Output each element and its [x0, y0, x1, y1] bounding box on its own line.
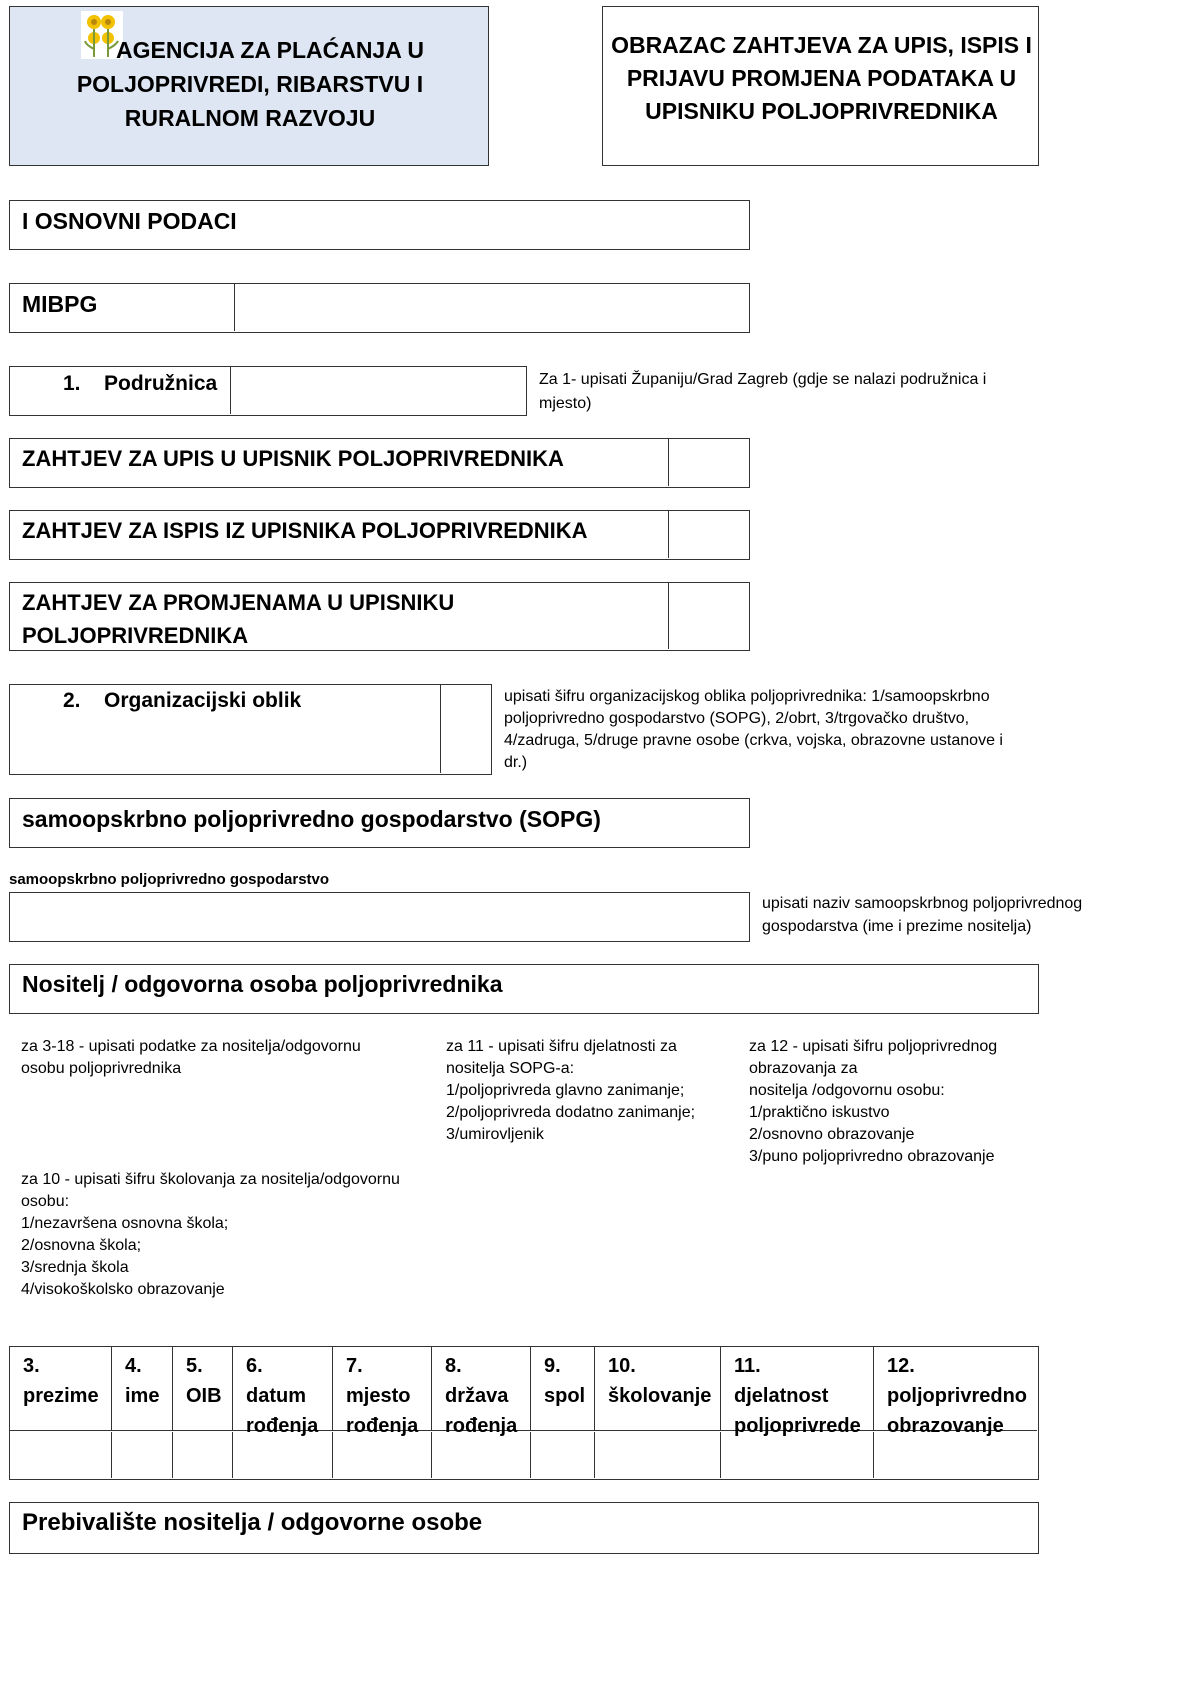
- col-number: 8.: [445, 1355, 462, 1377]
- note-line: nositelja /odgovornu osobu:: [749, 1082, 945, 1099]
- note-line: mjesto): [539, 395, 592, 412]
- holder-note-10: [21, 1169, 441, 1301]
- branch-number: 1.: [63, 372, 81, 395]
- note-line: 1/praktično iskustvo: [749, 1104, 890, 1121]
- col-number: 7.: [346, 1355, 363, 1377]
- sopg-field-label: samoopskrbno poljoprivredno gospodarstvo: [9, 871, 330, 888]
- col-number: 6.: [246, 1355, 263, 1377]
- sopg-name-input[interactable]: [9, 892, 750, 942]
- mibpg-row: [9, 283, 750, 333]
- org-form-label: Organizacijski oblik: [104, 689, 302, 712]
- col-label: rođenja: [445, 1415, 518, 1437]
- org-form-row: [9, 684, 492, 775]
- col-label: djelatnost: [734, 1385, 829, 1407]
- form-title-line: OBRAZAC ZAHTJEVA ZA UPIS, ISPIS I: [611, 32, 1032, 58]
- col-number: 5.: [186, 1355, 203, 1377]
- col-header-datum-rodjenja: [232, 1347, 332, 1437]
- branch-label: Podružnica: [104, 372, 218, 395]
- input-prezime[interactable]: [10, 1432, 111, 1478]
- branch-input[interactable]: [230, 367, 526, 414]
- note-line: dr.): [504, 754, 528, 771]
- col-label: rođenja: [346, 1415, 419, 1437]
- col-number: 11.: [734, 1355, 761, 1377]
- note-line: za 3-18 - upisati podatke za nositelja/odgovornu: [21, 1038, 361, 1055]
- col-label: rođenja: [246, 1415, 319, 1437]
- branch-note: [539, 368, 1039, 416]
- holder-table: [9, 1346, 1039, 1480]
- residence-title: Prebivalište nositelja / odgovorne osobe: [22, 1509, 483, 1536]
- sopg-section: [9, 798, 750, 848]
- holder-section: [9, 964, 1039, 1014]
- agency-header: [9, 6, 489, 166]
- org-form-input[interactable]: [440, 685, 491, 773]
- holder-note-3-18: [21, 1036, 431, 1080]
- input-obrazovanje[interactable]: [873, 1432, 1037, 1478]
- note-line: osobu:: [21, 1193, 70, 1210]
- note-line: 3/puno poljoprivredno obrazovanje: [749, 1148, 995, 1165]
- note-line: 1/poljoprivreda glavno zanimanje;: [446, 1082, 685, 1099]
- input-mjesto-rodjenja[interactable]: [332, 1432, 431, 1478]
- note-line: 2/osnovno obrazovanje: [749, 1126, 915, 1143]
- request-promjene-label: ZAHTJEV ZA PROMJENAMA U UPISNIKU: [22, 590, 455, 615]
- input-datum-rodjenja[interactable]: [232, 1432, 332, 1478]
- col-label: prezime: [23, 1385, 99, 1407]
- note-line: za 12 - upisati šifru poljoprivrednog: [749, 1038, 998, 1055]
- col-number: 12.: [887, 1355, 915, 1377]
- col-label: spol: [544, 1385, 586, 1407]
- residence-section: [9, 1502, 1039, 1554]
- col-header-drzava-rodjenja: [431, 1347, 530, 1437]
- request-ispis-label: ZAHTJEV ZA ISPIS IZ UPISNIKA POLJOPRIVREDNIKA: [22, 518, 588, 543]
- sopg-title: samoopskrbno poljoprivredno gospodarstvo (SOPG): [22, 806, 601, 832]
- note-line: za 11 - upisati šifru djelatnosti za: [446, 1038, 677, 1055]
- col-label: obrazovanje: [887, 1415, 1004, 1437]
- col-number: 9.: [544, 1355, 561, 1377]
- col-header-ime: [111, 1347, 172, 1431]
- note-line: osobu poljoprivrednika: [21, 1060, 182, 1077]
- input-ime[interactable]: [111, 1432, 172, 1478]
- col-header-mjesto-rodjenja: [332, 1347, 431, 1437]
- col-header-spol: [530, 1347, 594, 1431]
- section-basic-data: [9, 200, 750, 250]
- input-skolovanje[interactable]: [594, 1432, 720, 1478]
- col-label: datum: [246, 1385, 306, 1407]
- note-line: gospodarstva (ime i prezime nositelja): [762, 918, 1032, 935]
- branch-row: [9, 366, 527, 416]
- holder-title: Nositelj / odgovorna osoba poljoprivrednika: [22, 971, 503, 997]
- input-oib[interactable]: [172, 1432, 232, 1478]
- col-number: 10.: [608, 1355, 636, 1377]
- mibpg-input[interactable]: [234, 284, 749, 331]
- request-ispis-checkbox[interactable]: [668, 511, 749, 558]
- input-djelatnost[interactable]: [720, 1432, 873, 1478]
- form-title-line: UPISNIKU POLJOPRIVREDNIKA: [645, 98, 998, 124]
- holder-note-12: [749, 1036, 1049, 1168]
- request-promjene-row: [9, 582, 750, 651]
- request-promjene-checkbox[interactable]: [668, 583, 749, 649]
- col-label: poljoprivredno: [887, 1385, 1027, 1407]
- agency-name-line: POLJOPRIVREDI, RIBARSTVU I: [76, 71, 424, 97]
- note-line: za 10 - upisati šifru školovanja za nositelja/odgovornu: [21, 1171, 400, 1188]
- agency-name-line: RURALNOM RAZVOJU: [124, 105, 376, 131]
- section-title: I OSNOVNI PODACI: [22, 208, 237, 234]
- note-line: upisati naziv samoopskrbnog poljoprivrednog: [762, 895, 1083, 912]
- input-drzava-rodjenja[interactable]: [431, 1432, 530, 1478]
- note-line: Za 1- upisati Županiju/Grad Zagreb (gdje se nalazi podružnica i: [539, 371, 987, 388]
- col-label: OIB: [186, 1385, 222, 1407]
- col-label: mjesto: [346, 1385, 411, 1407]
- request-upis-row: [9, 438, 750, 488]
- note-line: 4/zadruga, 5/druge pravne osobe (crkva, vojska, obrazovne ustanove i: [504, 732, 1003, 749]
- col-header-skolovanje: [594, 1347, 720, 1431]
- form-title-line: PRIJAVU PROMJENA PODATAKA U: [626, 65, 1017, 91]
- note-line: poljoprivredno gospodarstvo (SOPG), 2/obrt, 3/trgovačko društvo,: [504, 710, 970, 727]
- request-ispis-row: [9, 510, 750, 560]
- org-form-note: [504, 686, 1044, 774]
- col-header-obrazovanje: [873, 1347, 1037, 1437]
- request-promjene-label: POLJOPRIVREDNIKA: [22, 623, 249, 648]
- col-header-djelatnost: [720, 1347, 873, 1437]
- note-line: 3/umirovljenik: [446, 1126, 544, 1143]
- note-line: 4/visokoškolsko obrazovanje: [21, 1281, 225, 1298]
- request-upis-label: ZAHTJEV ZA UPIS U UPISNIK POLJOPRIVREDNIKA: [22, 446, 564, 471]
- note-line: 1/nezavršena osnovna škola;: [21, 1215, 229, 1232]
- col-number: 4.: [125, 1355, 142, 1377]
- col-header-prezime: [10, 1347, 111, 1431]
- col-label: poljoprivrede: [734, 1415, 861, 1437]
- table-input-row: [10, 1432, 1037, 1478]
- col-label: školovanje: [608, 1385, 712, 1407]
- org-form-number: 2.: [63, 689, 81, 712]
- mibpg-label: MIBPG: [22, 291, 98, 317]
- agency-name-line: AGENCIJA ZA PLAĆANJA U: [116, 37, 424, 63]
- col-label: ime: [125, 1385, 160, 1407]
- col-label: država: [445, 1385, 509, 1407]
- note-line: 3/srednja škola: [21, 1259, 129, 1276]
- table-header-row: [10, 1347, 1037, 1437]
- col-header-oib: [172, 1347, 232, 1431]
- request-upis-checkbox[interactable]: [668, 439, 749, 486]
- note-line: nositelja SOPG-a:: [446, 1060, 575, 1077]
- col-number: 3.: [23, 1355, 40, 1377]
- sopg-note: [762, 892, 1192, 938]
- form-title: [602, 6, 1039, 166]
- note-line: 2/poljoprivreda dodatno zanimanje;: [446, 1104, 696, 1121]
- note-line: upisati šifru organizacijskog oblika poljoprivrednika: 1/samoopskrbno: [504, 688, 990, 705]
- note-line: obrazovanja za: [749, 1060, 858, 1077]
- holder-note-11: [446, 1036, 736, 1146]
- note-line: 2/osnovna škola;: [21, 1237, 142, 1254]
- input-spol[interactable]: [530, 1432, 594, 1478]
